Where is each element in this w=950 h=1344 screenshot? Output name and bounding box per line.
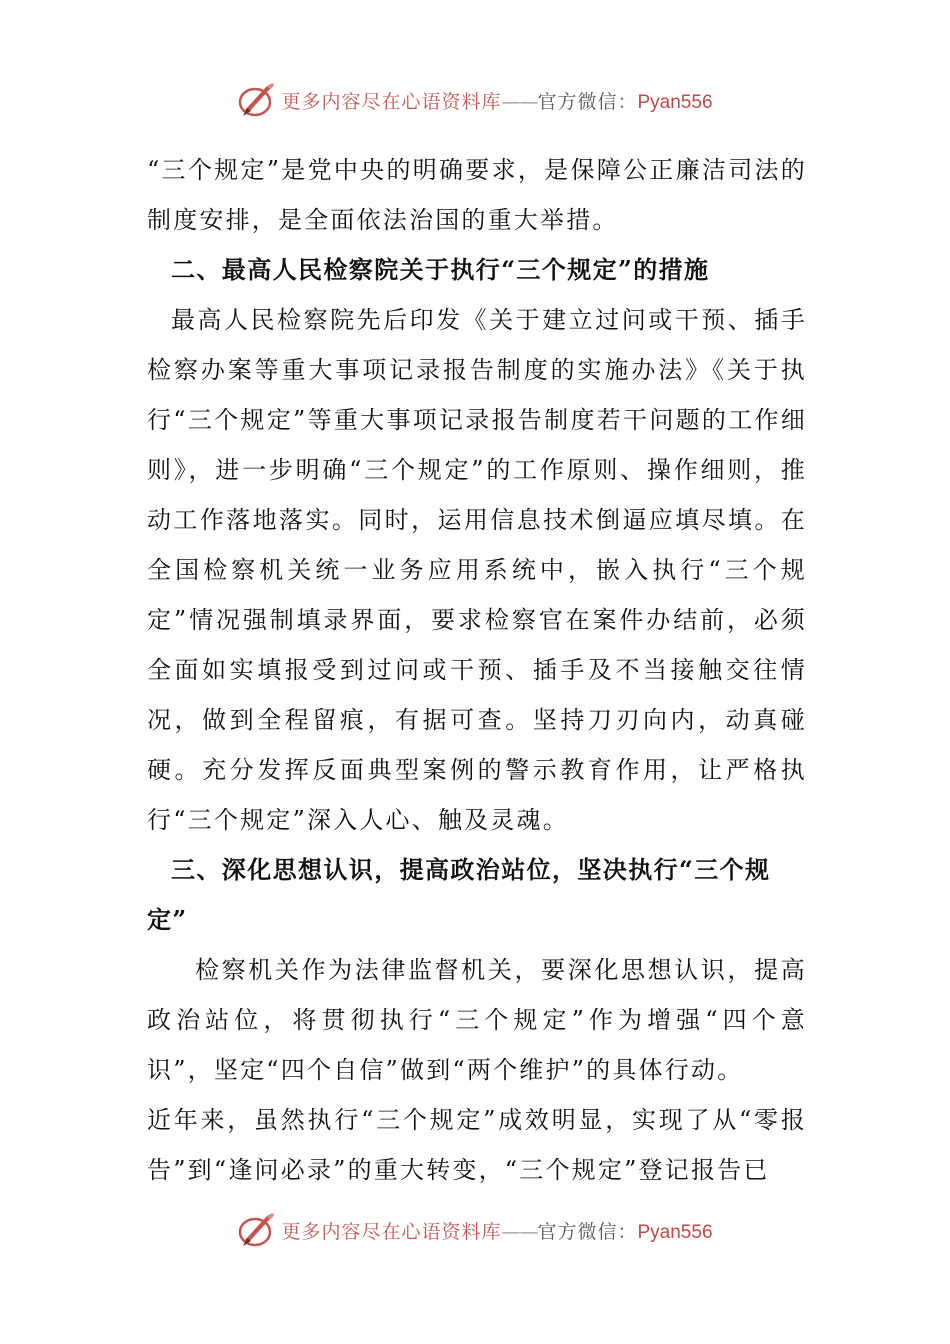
paragraph-recent-years: 近年来，虽然执行“三个规定”成效明显，实现了从“零报告”到“逢问必录”的重大转变，“三个规定”登记报告已 <box>147 1106 807 1184</box>
banner-dash: —— <box>501 1220 538 1243</box>
section-heading-3: 三、深化思想认识，提高政治站位，坚决执行“三个规定” <box>147 855 771 934</box>
banner-label: 官方微信： <box>537 1220 638 1243</box>
document-body <box>147 145 807 1195</box>
banner-dash: —— <box>501 90 538 113</box>
header-banner <box>0 80 950 120</box>
wechat-id: Pyan556 <box>637 1221 713 1243</box>
banner-label: 官方微信： <box>537 90 638 113</box>
banner-prefix: 更多内容尽在心语资料库 <box>281 90 502 113</box>
paragraph-awareness: 检察机关作为法律监督机关，要深化思想认识，提高政治站位，将贯彻执行“三个规定”作为增强“四个意识”，坚定“四个自信”做到“两个维护”的具体行动。 <box>147 956 807 1084</box>
paragraph-intro: “三个规定”是党中央的明确要求，是保障公正廉洁司法的制度安排，是全面依法治国的重大举措。 <box>147 156 807 234</box>
banner-text <box>281 1217 712 1244</box>
quill-logo-icon <box>237 80 277 120</box>
paragraph-measures: 最高人民检察院先后印发《关于建立过问或干预、插手检察办案等重大事项记录报告制度的实施办法》《关于执行“三个规定”等重大事项记录报告制度若干问题的工作细则》，进一步明确“三个规定”的工作原则、操作细则，推动工作落地落实。同时，运用信息技术倒逼应填尽填。在全国检察机关统一业务应用系统中，嵌入执行“三个规定”情况强制填录界面，要求检察官在案件办结前，必须全面如实填报受到过问或干预、插手及不当接触交往情况，做到全程留痕，有据可查。坚持刀刃向内，动真碰硬。充分发挥反面典型案例的警示教育作用，让严格执行“三个规定”深入人心、触及灵魂。 <box>147 306 807 834</box>
footer-banner <box>0 1210 950 1250</box>
quill-logo-icon <box>237 1210 277 1250</box>
banner-text <box>281 87 712 114</box>
banner-prefix: 更多内容尽在心语资料库 <box>281 1220 502 1243</box>
section-heading-2: 二、最高人民检察院关于执行“三个规定”的措施 <box>171 255 710 284</box>
wechat-id: Pyan556 <box>637 91 713 113</box>
